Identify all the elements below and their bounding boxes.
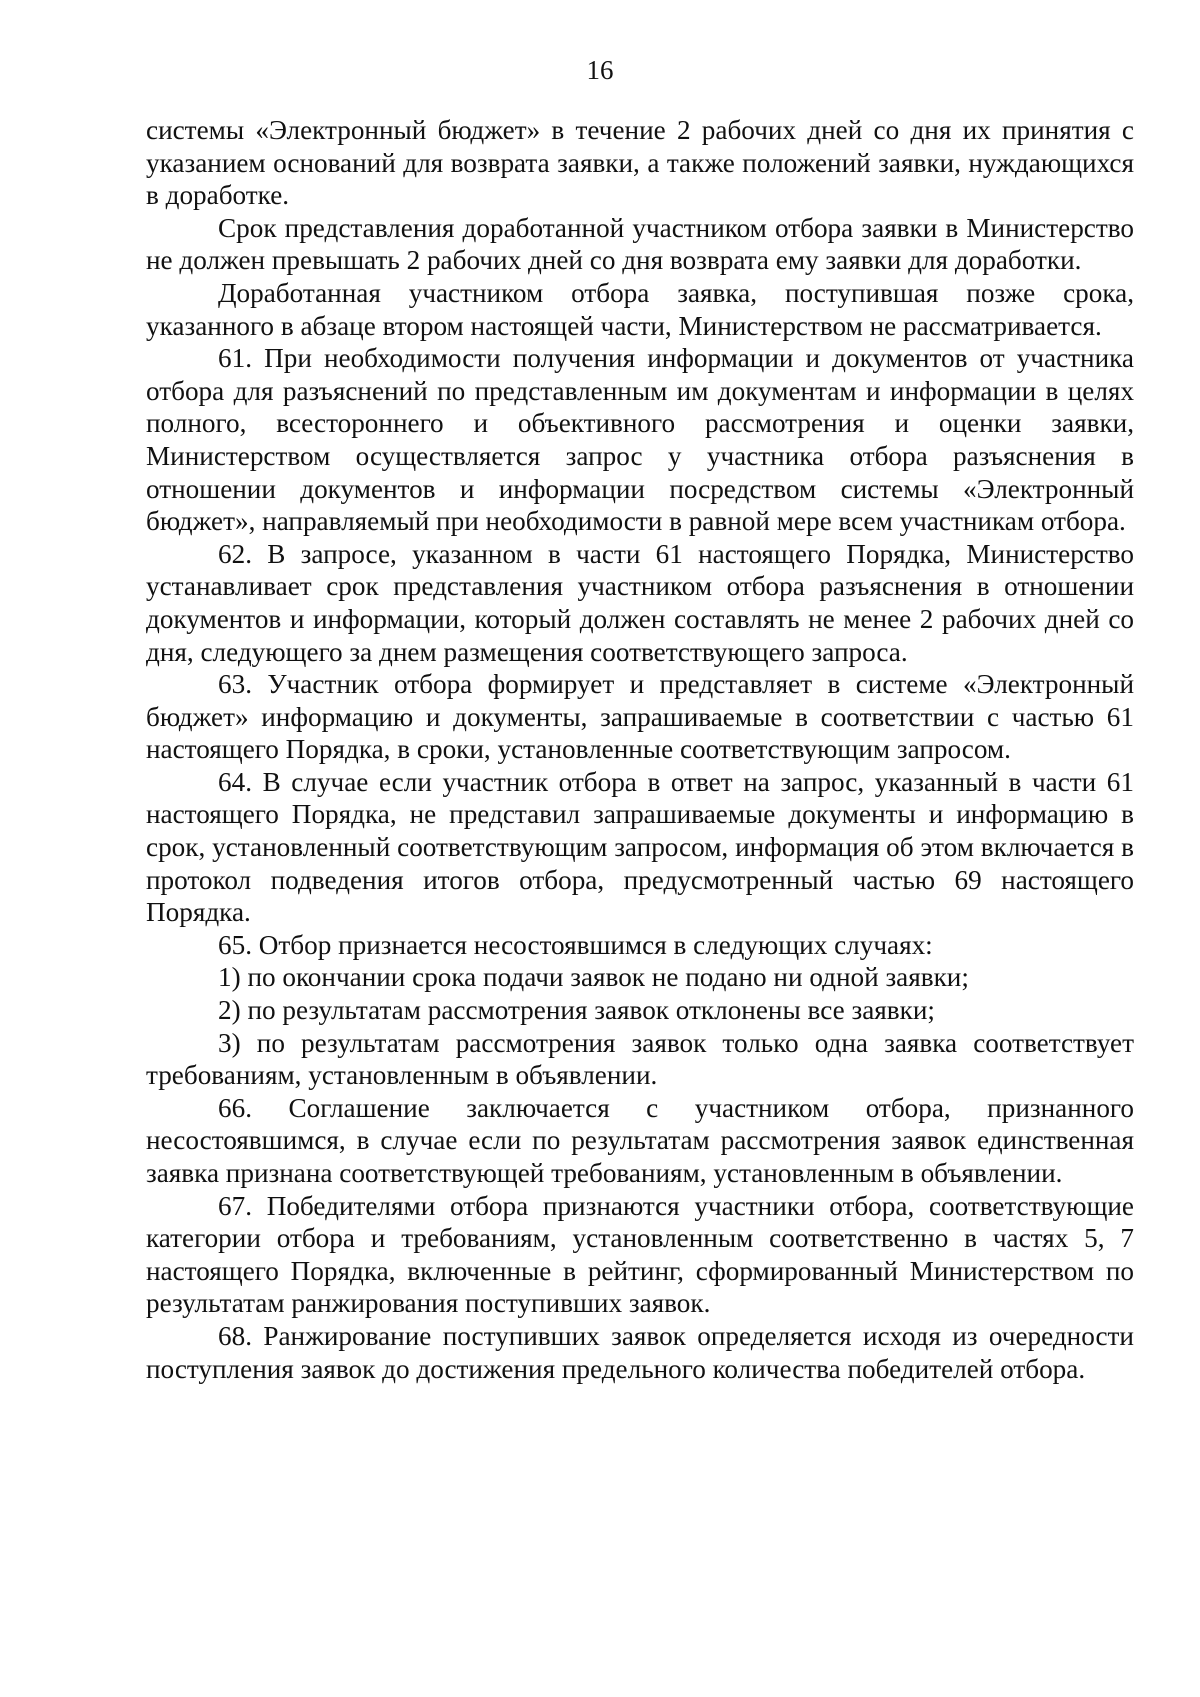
paragraph-submission-deadline: Срок представления доработанной участником отбора заявки в Министерство не должен превышать 2 рабочих дней со дня возврата ему заявки для доработки. [146,212,1134,276]
paragraph-continuation: системы «Электронный бюджет» в течение 2 рабочих дней со дня их принятия с указанием оснований для возврата заявки, а также положений заявки, нуждающихся в доработке. [146,115,1134,211]
page-number: 16 [586,55,614,85]
paragraph-67: 67. Победителями отбора признаются участники отбора, соответствующие категории отбора и требованиям, установленным соответственно в частях 5, 7 настоящего Порядка, включенные в рейтинг, сформированный Министерством по результатам ранжирования поступивших заявок. [146,1190,1134,1319]
paragraph-64: 64. В случае если участник отбора в ответ на запрос, указанный в части 61 настоящего Порядка, не представил запрашиваемые документы и информацию в срок, установленный соответствующим запросом, информация об этом включается в протокол подведения итогов отбора, предусмотренный частью 69 настоящего Порядка. [146,766,1134,928]
paragraph-61: 61. При необходимости получения информации и документов от участника отбора для разъяснений по представленным им документам и информации в целях полного, всестороннего и объективного рассмотрения и оценки заявки, Министерством осуществляется запрос у участника отбора разъяснения в отношении документов и информации посредством системы «Электронный бюджет», направляемый при необходимости в равной мере всем участникам отбора. [146,343,1134,537]
paragraph-late-submission: Доработанная участником отбора заявка, поступившая позже срока, указанного в абзаце втором настоящей части, Министерством не рассматривается. [146,277,1134,341]
paragraph-66: 66. Соглашение заключается с участником отбора, признанного несостоявшимся, в случае если по результатам рассмотрения заявок единственная заявка признана соответствующей требованиям, установленным в объявлении. [146,1092,1134,1188]
paragraph-62: 62. В запросе, указанном в части 61 настоящего Порядка, Министерство устанавливает срок представления участником отбора разъяснения в отношении документов и информации, который должен составлять не менее 2 рабочих дней со дня, следующего за днем размещения соответствующего запроса. [146,538,1134,667]
list-item-65-1: 1) по окончании срока подачи заявок не подано ни одной заявки; [218,962,969,993]
list-item-65-2: 2) по результатам рассмотрения заявок отклонены все заявки; [218,995,935,1026]
document-body [146,114,1134,1385]
list-item-65-3: 3) по результатам рассмотрения заявок только одна заявка соответствует требованиям, установленным в объявлении. [146,1027,1134,1091]
paragraph-65: 65. Отбор признается несостоявшимся в следующих случаях: [218,929,933,960]
paragraph-68: 68. Ранжирование поступивших заявок определяется исходя из очередности поступления заявок до достижения предельного количества победителей отбора. [146,1320,1134,1384]
paragraph-63: 63. Участник отбора формирует и представляет в системе «Электронный бюджет» информацию и документы, запрашиваемые в соответствии с частью 61 настоящего Порядка, в сроки, установленные соответствующим запросом. [146,669,1134,765]
